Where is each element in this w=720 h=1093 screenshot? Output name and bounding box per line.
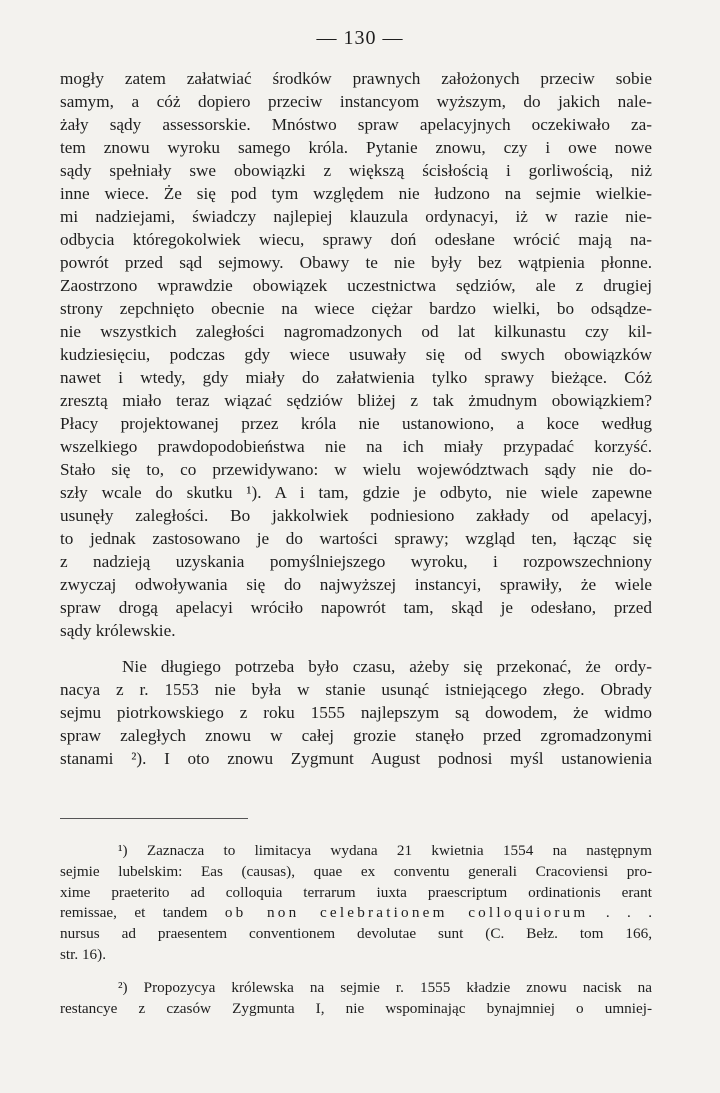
text-line: Płacy projektowanej przez króla nie ustanowiono, a koce według: [60, 414, 652, 433]
text-line: mogły zatem załatwiać środków prawnych założonych przeciw sobie: [60, 69, 652, 88]
paragraph-2: [60, 655, 652, 770]
footnote-divider: [60, 818, 248, 819]
footnote-line: [60, 841, 652, 862]
footnote-line: [60, 978, 652, 999]
footnotes: [60, 841, 652, 1019]
text-line: Nie długiego potrzeba było czasu, ażeby się przekonać, że ordy-: [122, 657, 652, 676]
text-line: zwyczaj odwoływania się do najwyższej instancyi, sprawiły, że wiele: [60, 575, 652, 594]
footnote-text: Zaznacza to limitacya wydana 21 kwietnia 1554 na następnym: [146, 842, 652, 859]
footnote-gap: [60, 966, 652, 978]
text-line: sądy królewskie.: [60, 621, 176, 640]
text-line: nie wszystkich zaległości nagromadzonych od lat kilkunastu czy kil-: [60, 322, 652, 341]
text-line: sądy spełniały swe obowiązki z większą ścisłością i gorliwością, niż: [60, 161, 652, 180]
text-line: usunęły zaległości. Bo jakkolwiek podniesiono zakłady od apelacyj,: [60, 506, 652, 525]
footnote-1: [60, 841, 652, 966]
footnote-line: xime praeterito ad colloquia terrarum iuxta praescriptum ordinationis erant: [60, 883, 652, 901]
text-line: samym, a cóż dopiero przeciw instancyom wyższym, do jakich nale-: [60, 92, 652, 111]
text-line: stanami ²). I oto znowu Zygmunt August podnosi myśl ustanowienia: [60, 749, 652, 768]
footnote-marker: ¹): [118, 842, 128, 859]
footnote-line: str. 16).: [60, 945, 106, 963]
text-line: nawet i wtedy, gdy miały do załatwienia tylko sprawy bieżące. Cóż: [60, 368, 652, 387]
footnote-line: sejmie lubelskim: Eas (causas), quae ex conventu generali Cracoviensi pro-: [60, 862, 652, 880]
page-number: — 130 —: [316, 27, 404, 49]
text-line: tem znowu wyroku samego króla. Pytanie znowu, czy i owe nowe: [60, 138, 652, 157]
text-line: wszelkiego prawdopodobieństwa nie na ich miały przypadać korzyść.: [60, 437, 652, 456]
text-line: z nadzieją uzyskania pomyślniejszego wyroku, i rozpowszechniony: [60, 552, 652, 571]
footnote-spaced-text: ob non celebrationem colloquiorum: [224, 904, 589, 922]
text-line: sejmu piotrkowskiego z roku 1555 najlepszym są dowodem, że widmo: [60, 703, 652, 722]
footnote-text: Propozycya królewska na sejmie r. 1555 kładzie znowu nacisk na: [143, 978, 652, 996]
text-line: powrót przed sąd sejmowy. Obawy te nie były bez wątpienia płonne.: [60, 253, 652, 272]
text-line: spraw drogą apelacyi wróciło napowrót tam, skąd je odesłano, przed: [60, 598, 652, 617]
text-line: to jednak zastosowano je do wartości sprawy; wzgląd ten, łącząc się: [60, 529, 652, 548]
text-line: kudziesięciu, podczas gdy wiece usuwały się od swych obowiązków: [60, 345, 652, 364]
footnote-2: [60, 978, 652, 1020]
footnote-marker: ²): [118, 978, 128, 996]
text-line: nacya z r. 1553 nie była w stanie usunąć istniejącego złego. Obrady: [60, 680, 652, 699]
footnote-line: restancye z czasów Zygmunta I, nie wspominając bynajmniej o umniej-: [60, 999, 652, 1017]
footnote-line: [60, 903, 652, 924]
text-line: odbycia któregokolwiek wiecu, sprawy doń odesłane wrócić mają na-: [60, 230, 652, 249]
paragraph-1: [60, 67, 652, 642]
text-line: Stało się to, co przewidywano: w wielu województwach sądy nie do-: [60, 460, 652, 479]
main-text: [60, 67, 652, 770]
paragraph-gap: [60, 642, 652, 655]
text-line: spraw zaległych znowu w całej grozie stanęło przed zgromadzonymi: [60, 726, 652, 745]
text-line: szły wcale do skutku ¹). A i tam, gdzie je odbyto, nie wiele zapewne: [60, 483, 652, 502]
text-line: żały sądy assessorskie. Mnóstwo spraw apelacyjnych oczekiwało za-: [60, 115, 652, 134]
text-line: strony zepchnięto obecnie na wiece ciężar bardzo wielki, bo odsądze-: [60, 299, 652, 318]
footnote-text: remissae, et tandem: [60, 904, 208, 922]
text-line: zresztą miało teraz wiązać sędziów bliżej z tak żmudnym obowiązkiem?: [60, 391, 652, 410]
text-line: inne wiece. Że się pod tym względem nie łudzono na sejmie wielkie-: [60, 184, 652, 203]
text-line: Zaostrzono wprawdzie obowiązek uczestnictwa sędziów, ale z drugiej: [60, 276, 652, 295]
text-line: mi nadziejami, świadczy najlepiej klauzula ordynacyi, iż w razie nie-: [60, 207, 652, 226]
footnote-line: nursus ad praesentem conventionem devolutae sunt (C. Bełz. tom 166,: [60, 925, 652, 943]
footnote-text: . . .: [605, 904, 653, 922]
